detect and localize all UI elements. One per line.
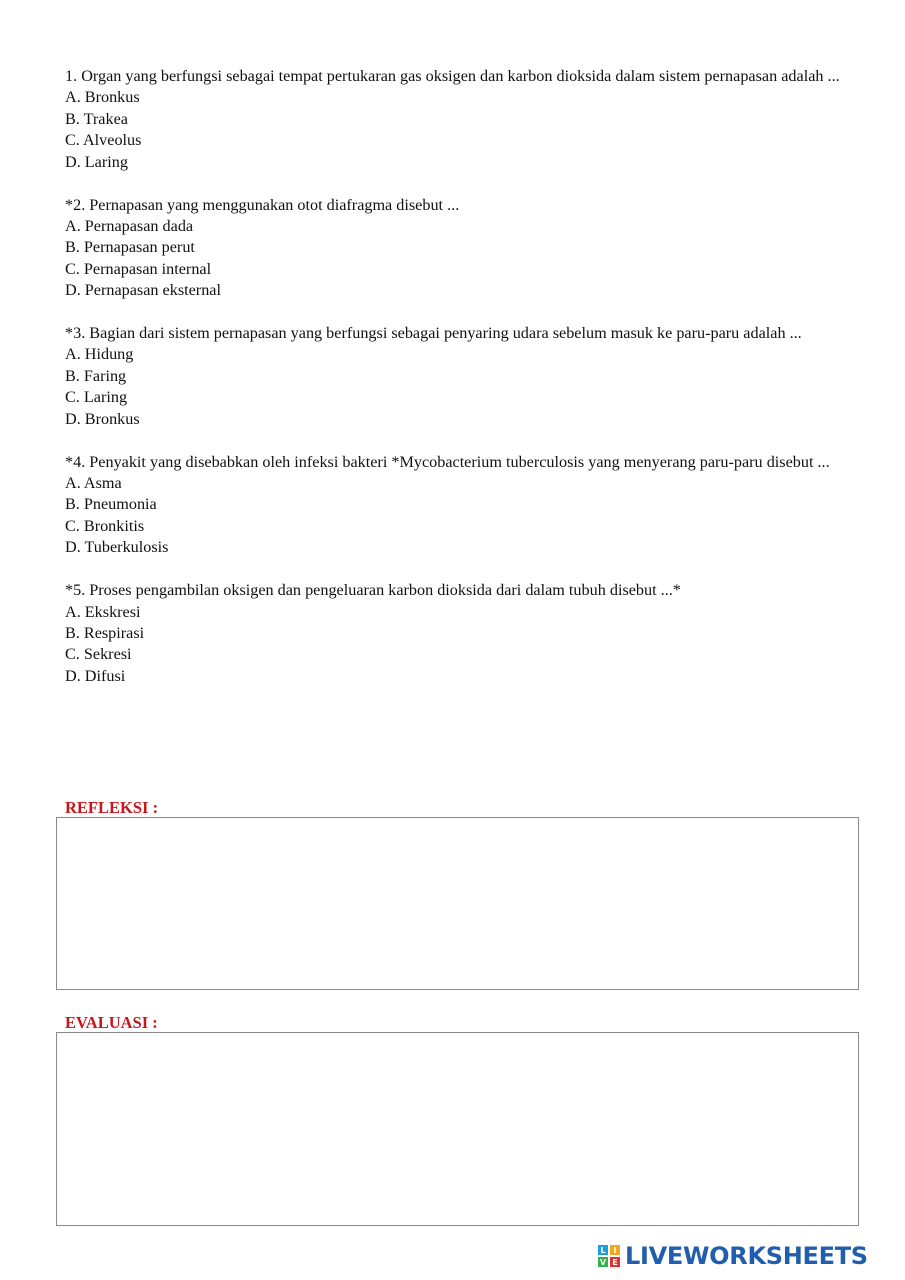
question-text: *2. Pernapasan yang menggunakan otot diafragma disebut ... [65,195,460,214]
evaluasi-input-box[interactable] [56,1032,859,1226]
answer-option[interactable]: D. Pernapasan eksternal [65,281,221,300]
logo-cell-e: E [610,1257,620,1267]
refleksi-input-box[interactable] [56,817,859,990]
answer-option[interactable]: B. Trakea [65,109,128,128]
questions-list [65,66,852,709]
question-text: *3. Bagian dari sistem pernapasan yang berfungsi sebagai penyaring udara sebelum masuk ke paru-paru adalah ... [65,324,802,343]
answer-option[interactable]: A. Ekskresi [65,602,141,621]
answer-option[interactable]: A. Asma [65,474,122,492]
logo-text: LIVEWORKSHEETS [625,1242,868,1270]
question-1 [65,66,852,173]
answer-option[interactable]: D. Difusi [65,666,126,685]
liveworksheets-logo [598,1242,868,1270]
answer-option[interactable]: D. Bronkus [65,409,140,428]
answer-option[interactable]: A. Pernapasan dada [65,216,194,235]
question-text: *4. Penyakit yang disebabkan oleh infeksi bakteri *Mycobacterium tuberculosis yang menyerang paru-paru disebut ... [65,452,830,471]
answer-option[interactable]: A. Bronkus [65,88,140,107]
answer-option[interactable]: B. Faring [65,366,127,385]
logo-cell-v: V [599,1257,607,1267]
question-3 [65,323,852,430]
question-text: *5. Proses pengambilan oksigen dan pengeluaran karbon dioksida dari dalam tubuh disebut ...* [65,581,681,600]
question-text: 1. Organ yang berfungsi sebagai tempat pertukaran gas oksigen dan karbon dioksida dalam sistem pernapasan adalah ... [65,67,840,85]
answer-option[interactable]: B. Respirasi [65,623,145,642]
refleksi-heading: REFLEKSI : [65,798,159,817]
logo-cell-l: L [598,1245,608,1255]
answer-option[interactable]: C. Bronkitis [65,516,145,535]
answer-option[interactable]: B. Pneumonia [65,495,157,514]
answer-option[interactable]: A. Hidung [65,345,134,364]
evaluasi-heading: EVALUASI : [65,1013,158,1032]
answer-option[interactable]: C. Laring [65,388,128,407]
answer-option[interactable]: C. Sekresi [65,645,132,664]
answer-option[interactable]: C. Alveolus [65,131,142,150]
logo-grid-icon [598,1245,620,1267]
answer-option[interactable]: D. Laring [65,152,128,171]
answer-option[interactable]: C. Pernapasan internal [65,259,212,278]
answer-option[interactable]: B. Pernapasan perut [65,238,195,257]
question-5 [65,580,852,687]
question-4 [65,452,852,559]
answer-option[interactable]: D. Tuberkulosis [65,538,169,557]
question-2 [65,195,852,302]
logo-cell-i: I [610,1245,620,1255]
